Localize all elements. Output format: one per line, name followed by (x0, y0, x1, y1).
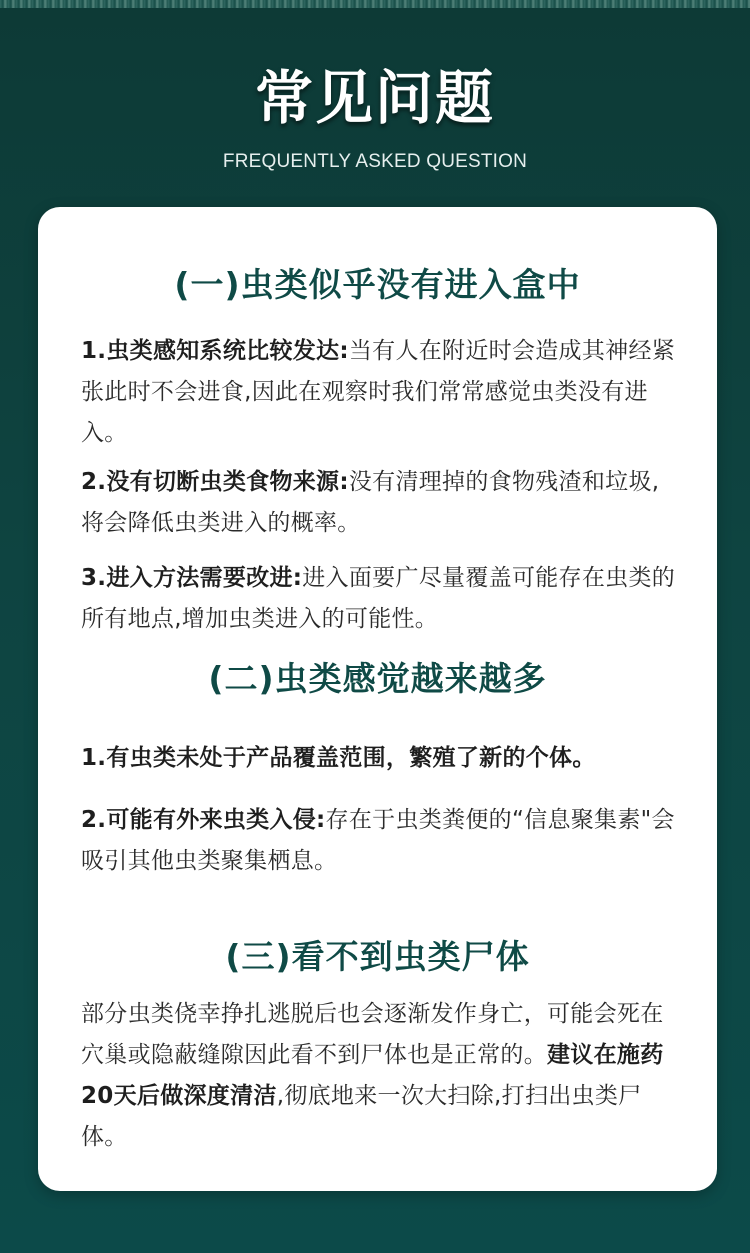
faq-item-3-1-text: 部分虫类侥幸挣扎逃脱后也会逐渐发作身亡，可能会死在穴巢或隐蔽缝隙因此看不到尸体也是正常的。 (81, 1001, 664, 1068)
faq-item-2-1 (81, 738, 681, 779)
top-texture-strip (0, 0, 750, 8)
section-heading-3: (三)看不到虫类尸体 (225, 937, 530, 976)
faq-item-1-3-text: 进入面要广尽量覆盖可能存在虫类的所有地点,增加虫类进入的可能性。 (81, 565, 676, 632)
faq-item-2-2 (81, 800, 681, 882)
faq-item-1-3-lead: 3.进入方法需要改进: (81, 565, 303, 591)
faq-item-3-body (81, 994, 681, 1158)
faq-item-2-2-text: 存在于虫类粪便的“信息聚集素"会吸引其他虫类聚集栖息。 (81, 807, 675, 874)
faq-item-1-3 (81, 558, 681, 640)
faq-item-1-1 (81, 331, 681, 454)
faq-item-1-2-text: 没有清理掉的食物残渣和垃圾,将会降低虫类进入的概率。 (81, 469, 660, 536)
faq-item-2-1-lead: 1.有虫类未处于产品覆盖范围，繁殖了新的个体。 (81, 745, 596, 771)
page-title: 常见问题 (254, 64, 495, 132)
faq-item-3-2-text: ,彻底地来一次大扫除,打扫出虫类尸体。 (81, 1083, 642, 1150)
faq-item-3-2-lead: 建议在施药20天后做深度清洁 (81, 1042, 664, 1109)
page-subtitle: FREQUENTLY ASKED QUESTION (222, 151, 528, 172)
section-heading-2: (二)虫类感觉越来越多 (208, 659, 547, 698)
section-heading-1: (一)虫类似乎没有进入盒中 (174, 265, 581, 304)
faq-item-1-1-text: 当有人在附近时会造成其神经紧张此时不会进食,因此在观察时我们常常感觉虫类没有进入。 (81, 338, 676, 446)
faq-item-1-2 (81, 462, 681, 544)
faq-item-1-2-lead: 2.没有切断虫类食物来源: (81, 469, 349, 495)
faq-item-1-1-lead: 1.虫类感知系统比较发达: (81, 338, 349, 364)
faq-item-2-2-lead: 2.可能有外来虫类入侵: (81, 807, 326, 833)
faq-card (38, 207, 717, 1191)
